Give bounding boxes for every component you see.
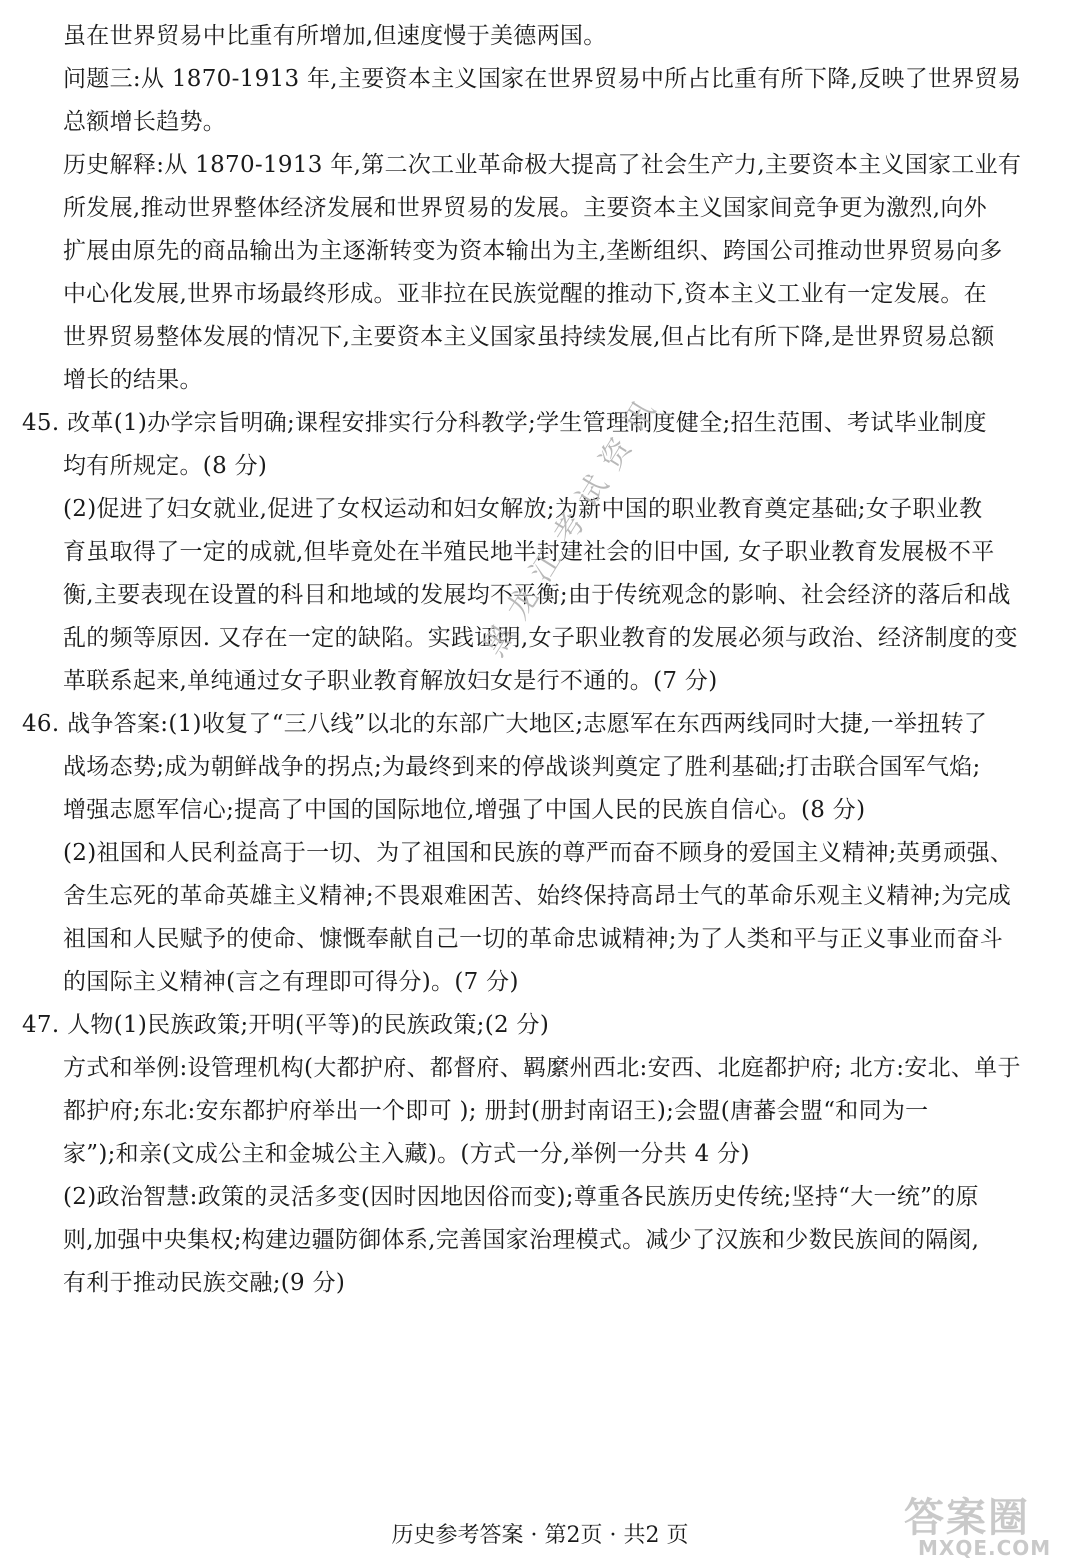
- text-line: 舍生忘死的革命英雄主义精神;不畏艰难困苦、始终保持高昂士气的革命乐观主义精神;为完成: [63, 883, 1012, 909]
- text-line: (2)政治智慧:政策的灵活多变(因时因地因俗而变);尊重各民族历史传统;坚持“大一统”的原: [63, 1184, 979, 1210]
- text-line: 虽在世界贸易中比重有所增加,但速度慢于美德两国。: [63, 23, 607, 49]
- text-line: 有利于推动民族交融;(9 分): [63, 1270, 346, 1296]
- text-line: (2)促进了妇女就业,促进了女权运动和妇女解放;为新中国的职业教育奠定基础;女子职业教: [63, 496, 983, 522]
- text-line: (2)祖国和人民利益高于一切、为了祖国和民族的尊严而奋不顾身的爱国主义精神;英勇顽强、: [63, 840, 1014, 866]
- question-46-heading: 46. 战争答案:(1)收复了“三八线”以北的东部广大地区;志愿军在东西两线同时大捷,一举扭转了: [22, 711, 988, 737]
- text-line: 增强志愿军信心;提高了中国的国际地位,增强了中国人民的民族自信心。(8 分): [63, 797, 866, 823]
- question-45-heading: 45. 改革(1)办学宗旨明确;课程安排实行分科教学;学生管理制度健全;招生范围、考试毕业制度: [22, 410, 987, 436]
- text-line: 所发展,推动世界整体经济发展和世界贸易的发展。主要资本主义国家间竞争更为激烈,向外: [63, 195, 987, 221]
- text-line: 扩展由原先的商品输出为主逐渐转变为资本输出为主,垄断组织、跨国公司推动世界贸易向多: [63, 238, 1003, 264]
- text-line: 革联系起来,单纯通过女子职业教育解放妇女是行不通的。(7 分): [63, 668, 718, 694]
- logo-domain: MXQE.COM: [918, 1536, 1052, 1560]
- text-line: 增长的结果。: [63, 367, 203, 393]
- text-line: 育虽取得了一定的成就,但毕竟处在半殖民地半封建社会的旧中国, 女子职业教育发展极不平: [63, 539, 995, 565]
- text-line: 世界贸易整体发展的情况下,主要资本主义国家虽持续发展,但占比有所下降,是世界贸易总额: [63, 324, 995, 350]
- text-line: 问题三:从 1870-1913 年,主要资本主义国家在世界贸易中所占比重有所下降,反映了世界贸易: [63, 66, 1022, 92]
- site-logo: [900, 1486, 1070, 1564]
- text-line: 祖国和人民赋予的使命、慷慨奉献自己一切的革命忠诚精神;为了人类和平与正义事业而奋斗: [63, 926, 1004, 952]
- text-line: 的国际主义精神(言之有理即可得分)。(7 分): [63, 969, 519, 995]
- text-line: 则,加强中央集权;构建边疆防御体系,完善国家治理模式。减少了汉族和少数民族间的隔阂,: [63, 1227, 980, 1253]
- text-line: 历史解释:从 1870-1913 年,第二次工业革命极大提高了社会生产力,主要资本主义国家工业有: [63, 152, 1022, 178]
- page-footer: 历史参考答案 · 第2页 · 共2 页: [391, 1523, 689, 1548]
- text-line: 中心化发展,世界市场最终形成。亚非拉在民族觉醒的推动下,资本主义工业有一定发展。在: [63, 281, 987, 307]
- text-line: 家”);和亲(文成公主和金城公主入藏)。(方式一分,举例一分共 4 分): [63, 1141, 750, 1167]
- watermark: 黑龙江考试资讯: [476, 383, 670, 663]
- text-line: 都护府;东北:安东都护府举出一个即可 ); 册封(册封南诏王);会盟(唐蕃会盟“和同为一: [63, 1098, 929, 1124]
- text-line: 衡,主要表现在设置的科目和地域的发展均不平衡;由于传统观念的影响、社会经济的落后和战: [63, 582, 1011, 608]
- question-47-heading: 47. 人物(1)民族政策;开明(平等)的民族政策;(2 分): [22, 1012, 550, 1038]
- logo-text: 答案圈: [904, 1495, 1030, 1541]
- text-line: 方式和举例:设管理机构(大都护府、都督府、羁縻州西北:安西、北庭都护府; 北方:安北、单于: [63, 1055, 1021, 1081]
- text-line: 战场态势;成为朝鲜战争的拐点;为最终到来的停战谈判奠定了胜利基础;打击联合国军气焰;: [63, 754, 981, 780]
- text-line: 总额增长趋势。: [63, 109, 227, 135]
- text-line: 乱的频等原因. 又存在一定的缺陷。实践证明,女子职业教育的发展必须与政治、经济制度的变: [63, 625, 1018, 651]
- text-line: 均有所规定。(8 分): [63, 453, 268, 479]
